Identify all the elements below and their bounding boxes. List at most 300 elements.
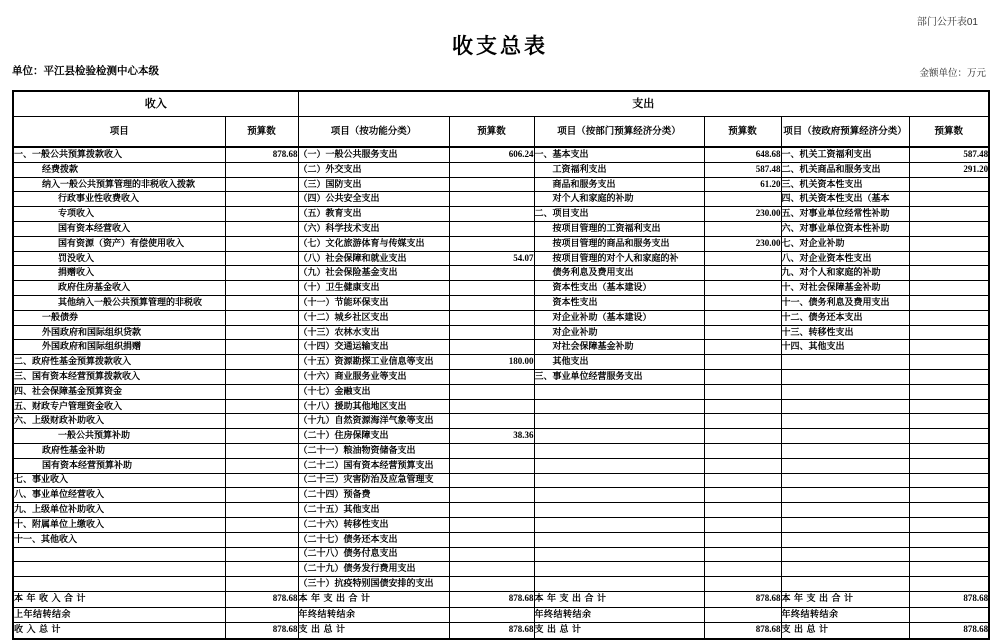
income-value-cell [225, 473, 298, 488]
income-item-cell [13, 577, 225, 592]
gov-economic-item-cell: 六、对事业单位资本性补助 [781, 221, 909, 236]
functional-item-cell: （十五）资源勘探工业信息等支出 [298, 355, 449, 370]
table-row [13, 503, 989, 518]
income-value-cell [225, 488, 298, 503]
dept-economic-item-cell [534, 473, 704, 488]
column-header-row [13, 117, 989, 148]
gov-economic-item-cell [781, 355, 909, 370]
income-item-cell: 捐赠收入 [13, 266, 225, 281]
income-item-cell: 十一、其他收入 [13, 532, 225, 547]
dept-economic-value-cell [704, 310, 781, 325]
table-row [13, 414, 989, 429]
dept-economic-item-cell: 对个人和家庭的补助 [534, 192, 704, 207]
functional-value-cell [449, 443, 534, 458]
functional-value-cell [449, 547, 534, 562]
gov-economic-item-cell [781, 517, 909, 532]
functional-value-cell [449, 192, 534, 207]
total-value-cell: 878.68 [704, 623, 781, 639]
functional-item-cell: （二十九）债务发行费用支出 [298, 562, 449, 577]
table-row [13, 221, 989, 236]
col-header-income-item: 项目 [13, 117, 225, 148]
gov-economic-item-cell [781, 399, 909, 414]
table-row [13, 399, 989, 414]
functional-item-cell: （二十三）灾害防治及应急管理支 [298, 473, 449, 488]
total-row [13, 607, 989, 623]
functional-value-cell [449, 207, 534, 222]
functional-item-cell: （十六）商业服务业等支出 [298, 369, 449, 384]
dept-economic-item-cell: 按项目管理的对个人和家庭的补 [534, 251, 704, 266]
functional-item-cell: （四）公共安全支出 [298, 192, 449, 207]
dept-economic-item-cell: 工资福利支出 [534, 162, 704, 177]
gov-economic-item-cell: 十四、其他支出 [781, 340, 909, 355]
dept-economic-value-cell: 61.20 [704, 177, 781, 192]
functional-item-cell: （二十）住房保障支出 [298, 429, 449, 444]
functional-value-cell [449, 577, 534, 592]
functional-value-cell [449, 340, 534, 355]
functional-item-cell: （八）社会保障和就业支出 [298, 251, 449, 266]
income-item-cell: 八、事业单位经营收入 [13, 488, 225, 503]
income-item-cell: 政府性基金补助 [13, 443, 225, 458]
table-row [13, 340, 989, 355]
dept-economic-value-cell [704, 414, 781, 429]
income-item-cell: 七、事业收入 [13, 473, 225, 488]
income-value-cell [225, 221, 298, 236]
total-label-cell: 年终结转结余 [781, 607, 909, 623]
gov-economic-value-cell [909, 532, 989, 547]
dept-economic-value-cell: 587.48 [704, 162, 781, 177]
income-value-cell [225, 192, 298, 207]
functional-item-cell: （二十六）转移性支出 [298, 517, 449, 532]
dept-economic-item-cell [534, 458, 704, 473]
income-value-cell [225, 325, 298, 340]
functional-item-cell: （三）国防支出 [298, 177, 449, 192]
income-item-cell: 六、上级财政补助收入 [13, 414, 225, 429]
dept-economic-item-cell [534, 503, 704, 518]
gov-economic-value-cell [909, 384, 989, 399]
dept-economic-value-cell [704, 503, 781, 518]
income-item-cell: 专项收入 [13, 207, 225, 222]
functional-item-cell: （十二）城乡社区支出 [298, 310, 449, 325]
dept-economic-item-cell [534, 577, 704, 592]
table-row [13, 207, 989, 222]
gov-economic-item-cell [781, 384, 909, 399]
total-value-cell: 878.68 [909, 591, 989, 607]
col-header-income-budget: 预算数 [225, 117, 298, 148]
dept-economic-value-cell [704, 281, 781, 296]
table-row [13, 547, 989, 562]
income-value-cell [225, 281, 298, 296]
income-value-cell [225, 399, 298, 414]
dept-economic-value-cell [704, 458, 781, 473]
total-value-cell [225, 607, 298, 623]
dept-economic-item-cell: 对社会保障基金补助 [534, 340, 704, 355]
gov-economic-value-cell [909, 177, 989, 192]
gov-economic-item-cell [781, 577, 909, 592]
table-row [13, 310, 989, 325]
gov-economic-item-cell: 八、对企业资本性支出 [781, 251, 909, 266]
functional-value-cell [449, 310, 534, 325]
functional-value-cell [449, 177, 534, 192]
functional-item-cell: （二十四）预备费 [298, 488, 449, 503]
gov-economic-value-cell [909, 221, 989, 236]
total-value-cell: 878.68 [909, 623, 989, 639]
gov-economic-item-cell [781, 473, 909, 488]
dept-economic-value-cell [704, 473, 781, 488]
table-body [13, 147, 989, 639]
total-row [13, 591, 989, 607]
dept-economic-value-cell [704, 532, 781, 547]
gov-economic-value-cell [909, 399, 989, 414]
total-value-cell [704, 607, 781, 623]
income-item-cell: 五、财政专户管理资金收入 [13, 399, 225, 414]
gov-economic-item-cell: 四、机关资本性支出（基本 [781, 192, 909, 207]
functional-value-cell: 54.07 [449, 251, 534, 266]
gov-economic-value-cell [909, 192, 989, 207]
table-row [13, 369, 989, 384]
income-value-cell [225, 458, 298, 473]
total-value-cell [909, 607, 989, 623]
income-value-cell [225, 414, 298, 429]
gov-economic-value-cell [909, 236, 989, 251]
dept-economic-item-cell [534, 547, 704, 562]
income-item-cell: 十、附属单位上缴收入 [13, 517, 225, 532]
functional-item-cell: （六）科学技术支出 [298, 221, 449, 236]
table-row [13, 532, 989, 547]
functional-item-cell: （九）社会保险基金支出 [298, 266, 449, 281]
income-value-cell [225, 177, 298, 192]
table-row [13, 577, 989, 592]
income-value-cell [225, 266, 298, 281]
gov-economic-value-cell [909, 295, 989, 310]
functional-value-cell [449, 369, 534, 384]
income-item-cell: 国有资源（资产）有偿使用收入 [13, 236, 225, 251]
functional-value-cell [449, 325, 534, 340]
functional-item-cell: （二十八）债务付息支出 [298, 547, 449, 562]
total-label-cell: 支 出 总 计 [781, 623, 909, 639]
gov-economic-value-cell [909, 488, 989, 503]
table-row [13, 266, 989, 281]
gov-economic-value-cell [909, 458, 989, 473]
table-row [13, 429, 989, 444]
gov-economic-value-cell [909, 340, 989, 355]
income-value-cell [225, 369, 298, 384]
gov-economic-value-cell [909, 266, 989, 281]
functional-value-cell: 180.00 [449, 355, 534, 370]
gov-economic-item-cell [781, 547, 909, 562]
income-item-cell: 政府住房基金收入 [13, 281, 225, 296]
gov-economic-value-cell [909, 310, 989, 325]
functional-item-cell: （十一）节能环保支出 [298, 295, 449, 310]
income-value-cell: 878.68 [225, 147, 298, 162]
income-item-cell [13, 562, 225, 577]
table-row [13, 384, 989, 399]
dept-economic-item-cell: 三、事业单位经营服务支出 [534, 369, 704, 384]
gov-economic-item-cell [781, 429, 909, 444]
gov-economic-value-cell [909, 577, 989, 592]
gov-economic-item-cell: 七、对企业补助 [781, 236, 909, 251]
dept-economic-item-cell: 债务利息及费用支出 [534, 266, 704, 281]
gov-economic-item-cell: 五、对事业单位经常性补助 [781, 207, 909, 222]
gov-economic-value-cell [909, 325, 989, 340]
functional-value-cell: 38.36 [449, 429, 534, 444]
gov-economic-value-cell [909, 207, 989, 222]
gov-economic-value-cell [909, 355, 989, 370]
total-label-cell: 上年结转结余 [13, 607, 225, 623]
gov-economic-value-cell [909, 562, 989, 577]
income-item-cell: 一、一般公共预算拨款收入 [13, 147, 225, 162]
income-item-cell: 国有资本经营收入 [13, 221, 225, 236]
functional-item-cell: （二）外交支出 [298, 162, 449, 177]
gov-economic-item-cell [781, 369, 909, 384]
functional-value-cell [449, 295, 534, 310]
income-value-cell [225, 162, 298, 177]
functional-item-cell: （二十一）粮油物资储备支出 [298, 443, 449, 458]
functional-item-cell: （十七）金融支出 [298, 384, 449, 399]
income-value-cell [225, 562, 298, 577]
functional-value-cell [449, 281, 534, 296]
income-item-cell: 外国政府和国际组织贷款 [13, 325, 225, 340]
dept-economic-item-cell: 一、基本支出 [534, 147, 704, 162]
total-value-cell [449, 607, 534, 623]
page-title: 收支总表 [452, 35, 548, 58]
col-header-gov-economic-budget: 预算数 [909, 117, 989, 148]
total-label-cell: 本 年 支 出 合 计 [534, 591, 704, 607]
functional-value-cell [449, 532, 534, 547]
table-row [13, 236, 989, 251]
dept-economic-value-cell [704, 325, 781, 340]
income-value-cell [225, 547, 298, 562]
total-value-cell: 878.68 [225, 591, 298, 607]
functional-item-cell: （二十七）债务还本支出 [298, 532, 449, 547]
table-row [13, 325, 989, 340]
functional-item-cell: （十四）交通运输支出 [298, 340, 449, 355]
functional-item-cell: （十）卫生健康支出 [298, 281, 449, 296]
income-item-cell: 罚没收入 [13, 251, 225, 266]
functional-value-cell: 606.24 [449, 147, 534, 162]
gov-economic-value-cell [909, 414, 989, 429]
table-row [13, 251, 989, 266]
income-item-cell: 经费拨款 [13, 162, 225, 177]
gov-economic-item-cell: 十三、转移性支出 [781, 325, 909, 340]
functional-item-cell: （一）一般公共服务支出 [298, 147, 449, 162]
functional-item-cell: （二十二）国有资本经营预算支出 [298, 458, 449, 473]
gov-economic-item-cell [781, 443, 909, 458]
income-item-cell: 纳入一般公共预算管理的非税收入拨款 [13, 177, 225, 192]
income-value-cell [225, 384, 298, 399]
income-item-cell: 国有资本经营预算补助 [13, 458, 225, 473]
income-item-cell: 行政事业性收费收入 [13, 192, 225, 207]
dept-economic-value-cell [704, 295, 781, 310]
functional-value-cell [449, 399, 534, 414]
income-item-cell: 其他纳入一般公共预算管理的非税收 [13, 295, 225, 310]
dept-economic-value-cell [704, 429, 781, 444]
income-value-cell [225, 429, 298, 444]
gov-economic-value-cell: 587.48 [909, 147, 989, 162]
dept-economic-value-cell: 230.00 [704, 207, 781, 222]
functional-value-cell [449, 221, 534, 236]
income-item-cell: 外国政府和国际组织捐赠 [13, 340, 225, 355]
income-value-cell [225, 577, 298, 592]
gov-economic-item-cell: 十一、债务利息及费用支出 [781, 295, 909, 310]
functional-value-cell [449, 458, 534, 473]
functional-value-cell [449, 414, 534, 429]
dept-economic-item-cell: 按项目管理的商品和服务支出 [534, 236, 704, 251]
total-label-cell: 收 入 总 计 [13, 623, 225, 639]
table-row [13, 562, 989, 577]
budget-summary-table [12, 90, 990, 640]
dept-economic-item-cell [534, 517, 704, 532]
dept-economic-item-cell: 其他支出 [534, 355, 704, 370]
total-value-cell: 878.68 [225, 623, 298, 639]
dept-economic-item-cell [534, 399, 704, 414]
functional-value-cell [449, 384, 534, 399]
income-value-cell [225, 355, 298, 370]
income-item-cell: 二、政府性基金预算拨款收入 [13, 355, 225, 370]
income-item-cell: 一般公共预算补助 [13, 429, 225, 444]
income-value-cell [225, 310, 298, 325]
dept-economic-value-cell [704, 251, 781, 266]
total-label-cell: 本 年 支 出 合 计 [298, 591, 449, 607]
gov-economic-item-cell: 三、机关资本性支出 [781, 177, 909, 192]
dept-economic-item-cell [534, 443, 704, 458]
dept-economic-item-cell [534, 562, 704, 577]
gov-economic-item-cell: 十二、债务还本支出 [781, 310, 909, 325]
dept-economic-item-cell: 商品和服务支出 [534, 177, 704, 192]
income-item-cell [13, 547, 225, 562]
total-value-cell: 878.68 [449, 591, 534, 607]
dept-economic-value-cell [704, 355, 781, 370]
income-item-cell: 三、国有资本经营预算拨款收入 [13, 369, 225, 384]
col-header-functional-item: 项目（按功能分类） [298, 117, 449, 148]
income-section-header: 收入 [13, 91, 298, 117]
gov-economic-item-cell: 二、机关商品和服务支出 [781, 162, 909, 177]
expenditure-section-header: 支出 [298, 91, 989, 117]
total-label-cell: 本 年 收 入 合 计 [13, 591, 225, 607]
dept-economic-value-cell [704, 384, 781, 399]
gov-economic-value-cell [909, 369, 989, 384]
dept-economic-value-cell [704, 221, 781, 236]
gov-economic-item-cell [781, 414, 909, 429]
dept-economic-item-cell: 对企业补助（基本建设） [534, 310, 704, 325]
income-value-cell [225, 517, 298, 532]
total-value-cell: 878.68 [704, 591, 781, 607]
table-row [13, 281, 989, 296]
total-row [13, 623, 989, 639]
dept-economic-value-cell [704, 369, 781, 384]
gov-economic-value-cell [909, 251, 989, 266]
income-value-cell [225, 340, 298, 355]
income-value-cell [225, 503, 298, 518]
gov-economic-value-cell [909, 517, 989, 532]
total-label-cell: 本 年 支 出 合 计 [781, 591, 909, 607]
gov-economic-item-cell [781, 532, 909, 547]
table-row [13, 355, 989, 370]
unit-label: 单位：平江县检验检测中心本级 [12, 65, 159, 77]
functional-value-cell [449, 503, 534, 518]
table-row [13, 443, 989, 458]
dept-economic-value-cell [704, 488, 781, 503]
functional-value-cell [449, 162, 534, 177]
col-header-functional-budget: 预算数 [449, 117, 534, 148]
col-header-gov-economic-item: 项目（按政府预算经济分类） [781, 117, 909, 148]
dept-economic-value-cell: 230.00 [704, 236, 781, 251]
income-item-cell: 一般债券 [13, 310, 225, 325]
functional-item-cell: （十九）自然资源海洋气象等支出 [298, 414, 449, 429]
total-label-cell: 支 出 总 计 [534, 623, 704, 639]
dept-economic-value-cell [704, 340, 781, 355]
gov-economic-value-cell [909, 443, 989, 458]
income-value-cell [225, 443, 298, 458]
gov-economic-item-cell: 十、对社会保障基金补助 [781, 281, 909, 296]
gov-economic-item-cell: 九、对个人和家庭的补助 [781, 266, 909, 281]
total-value-cell: 878.68 [449, 623, 534, 639]
dept-economic-value-cell [704, 547, 781, 562]
income-value-cell [225, 236, 298, 251]
dept-economic-value-cell [704, 443, 781, 458]
total-label-cell: 支 出 总 计 [298, 623, 449, 639]
income-item-cell: 四、社会保障基金预算资金 [13, 384, 225, 399]
functional-item-cell: （十三）农林水支出 [298, 325, 449, 340]
table-row [13, 162, 989, 177]
section-header-row [13, 91, 989, 117]
functional-item-cell: （五）教育支出 [298, 207, 449, 222]
dept-economic-item-cell: 资本性支出 [534, 295, 704, 310]
dept-economic-item-cell: 资本性支出（基本建设） [534, 281, 704, 296]
total-label-cell: 年终结转结余 [298, 607, 449, 623]
functional-value-cell [449, 473, 534, 488]
dept-economic-value-cell: 648.68 [704, 147, 781, 162]
dept-economic-item-cell: 二、项目支出 [534, 207, 704, 222]
dept-economic-value-cell [704, 192, 781, 207]
gov-economic-item-cell: 一、机关工资福利支出 [781, 147, 909, 162]
income-value-cell [225, 207, 298, 222]
income-item-cell: 九、上级单位补助收入 [13, 503, 225, 518]
functional-value-cell [449, 562, 534, 577]
amount-unit-label: 金额单位：万元 [919, 68, 986, 79]
col-header-dept-economic-item: 项目（按部门预算经济分类） [534, 117, 704, 148]
table-row [13, 473, 989, 488]
functional-item-cell: （七）文化旅游体育与传媒支出 [298, 236, 449, 251]
dept-economic-value-cell [704, 577, 781, 592]
dept-economic-item-cell [534, 414, 704, 429]
gov-economic-value-cell: 291.20 [909, 162, 989, 177]
functional-item-cell: （三十）抗疫特别国债安排的支出 [298, 577, 449, 592]
dept-economic-value-cell [704, 517, 781, 532]
functional-value-cell [449, 266, 534, 281]
gov-economic-value-cell [909, 429, 989, 444]
col-header-dept-economic-budget: 预算数 [704, 117, 781, 148]
functional-item-cell: （十八）援助其他地区支出 [298, 399, 449, 414]
gov-economic-item-cell [781, 503, 909, 518]
dept-economic-value-cell [704, 399, 781, 414]
table-row [13, 177, 989, 192]
gov-economic-value-cell [909, 281, 989, 296]
total-label-cell: 年终结转结余 [534, 607, 704, 623]
functional-value-cell [449, 488, 534, 503]
gov-economic-item-cell [781, 488, 909, 503]
table-row [13, 192, 989, 207]
table-row [13, 517, 989, 532]
income-value-cell [225, 251, 298, 266]
gov-economic-value-cell [909, 473, 989, 488]
table-row [13, 295, 989, 310]
dept-economic-item-cell [534, 384, 704, 399]
dept-economic-item-cell [534, 532, 704, 547]
dept-economic-item-cell [534, 488, 704, 503]
dept-economic-item-cell [534, 429, 704, 444]
form-number-label: 部门公开表01 [916, 17, 978, 28]
table-row [13, 488, 989, 503]
